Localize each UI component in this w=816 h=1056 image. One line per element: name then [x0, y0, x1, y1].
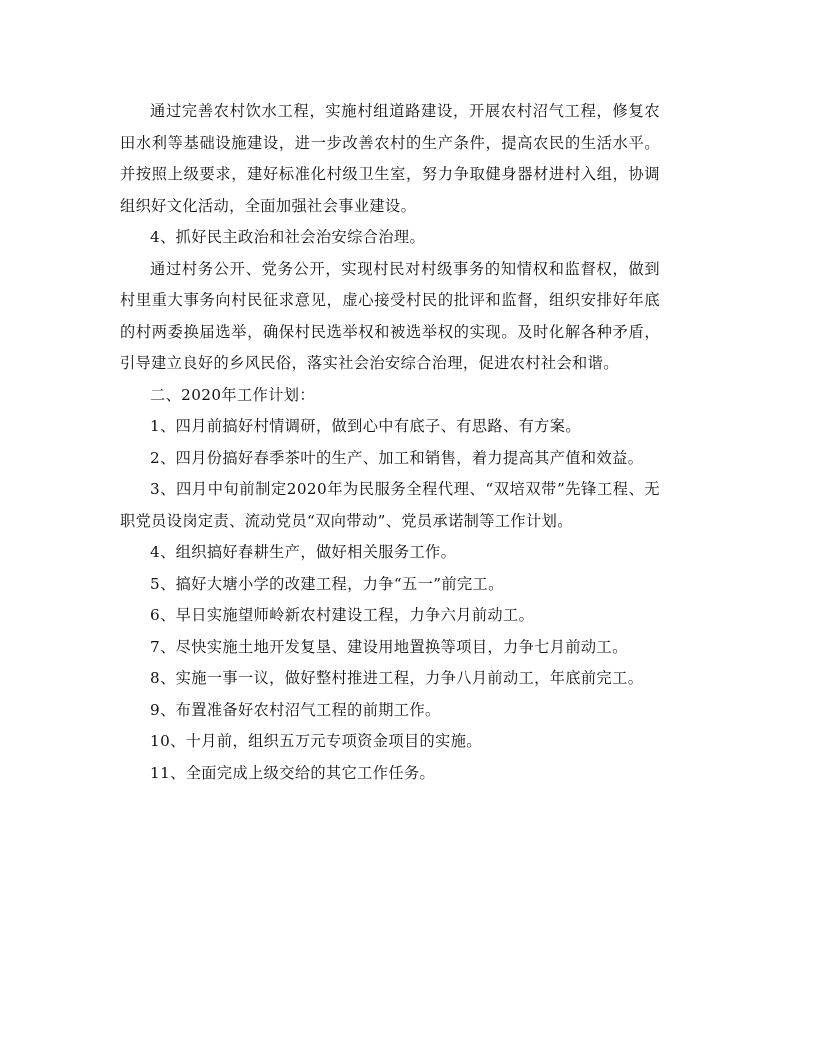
- plan-item-3: 3、四月中旬前制定2020年为民服务全程代理、“双培双带”先锋工程、无职党员设岗定责、流动党员“双向带动”、党员承诺制等工作计划。: [120, 480, 660, 530]
- plan-item-9: 9、布置准备好农村沼气工程的前期工作。: [150, 700, 441, 719]
- plan-item-5: 5、搞好大塘小学的改建工程，力争“五一”前完工。: [150, 574, 504, 593]
- plan-item-6: 6、早日实施望师岭新农村建设工程，力争六月前动工。: [150, 606, 535, 624]
- paragraph-infrastructure: 通过完善农村饮水工程，实施村组道路建设，开展农村沼气工程，修复农田水利等基础设施建设，进一步改善农村的生产条件，提高农民的生活水平。并按照上级要求，建好标准化村级卫生室，努力争取健身器材进村入组，协调组织好文化活动，全面加强社会事业建设。: [120, 102, 660, 215]
- plan-item-10: 10、十月前，组织五万元专项资金项目的实施。: [150, 732, 482, 750]
- plan-item-8: 8、实施一事一议，做好整村推进工程，力争八月前动工，年底前完工。: [150, 669, 644, 687]
- document-body: [120, 96, 660, 789]
- paragraph-village-affairs: 通过村务公开、党务公开，实现村民对村级事务的知情权和监督权，做到村里重大事务向村民征求意见，虚心接受村民的批评和监督，组织安排好年底的村两委换届选举，确保村民选举权和被选举权的实现。及时化解各种矛盾，引导建立良好的乡风民俗，落实社会治安综合治理，促进农村社会和谐。: [120, 259, 660, 372]
- plan-item-4: 4、组织搞好春耕生产，做好相关服务工作。: [150, 543, 457, 561]
- plan-item-1: 1、四月前搞好村情调研，做到心中有底子、有思路、有方案。: [150, 417, 581, 435]
- heading-democratic-governance: 4、抓好民主政治和社会治安综合治理。: [150, 228, 426, 246]
- plan-item-2: 2、四月份搞好春季茶叶的生产、加工和销售，着力提高其产值和效益。: [150, 448, 644, 467]
- plan-item-11: 11、全面完成上级交给的其它工作任务。: [150, 763, 436, 782]
- plan-item-7: 7、尽快实施土地开发复垦、建设用地置换等项目，力争七月前动工。: [150, 637, 628, 656]
- heading-work-plan: 二、2020年工作计划：: [150, 385, 315, 404]
